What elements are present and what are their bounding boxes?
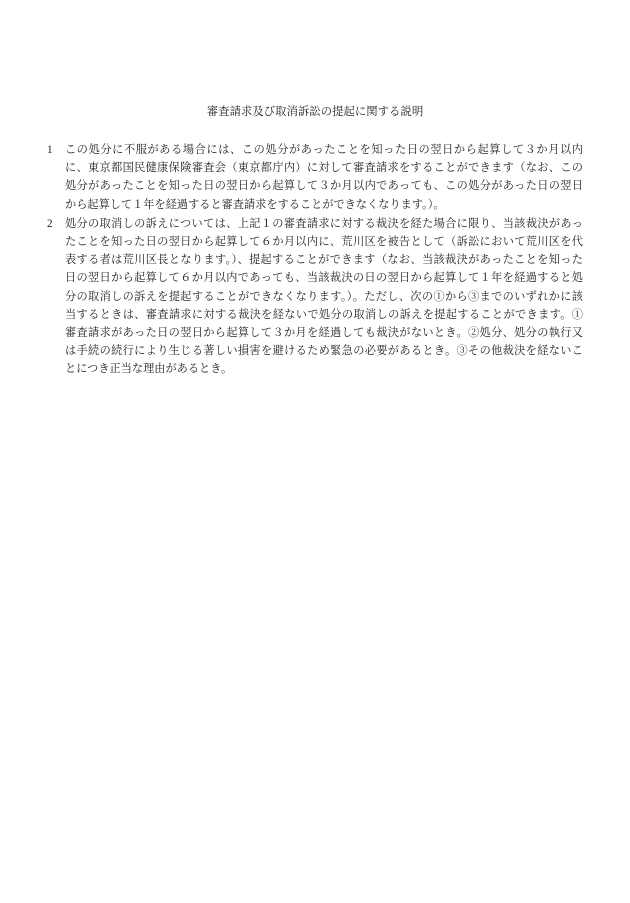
paragraph-line: に、東京都国民健康保険審査会（東京都庁内）に対して審査請求をすることができます（なお、この: [65, 162, 583, 175]
paragraph-line: 日の翌日から起算して６か月以内であっても、当該裁決の日の翌日から起算して１年を経過すると処: [65, 272, 583, 285]
paragraph-line: 当するときは、審査請求に対する裁決を経ないで処分の取消しの訴えを提起することができます。①: [65, 308, 583, 321]
item-number: 2: [47, 217, 53, 230]
paragraph-line: 表する者は荒川区長となります。）、提起することができます（なお、当該裁決があったことを知った: [65, 254, 583, 267]
list-item-1: [45, 141, 583, 214]
paragraph-line: 審査請求があった日の翌日から起算して３か月を経過しても裁決がないとき。②処分、処分の執行又: [65, 326, 583, 339]
explanation-list: [45, 141, 585, 378]
paragraph-line: この処分に不服がある場合には、この処分があったことを知った日の翌日から起算して３か月以内: [65, 144, 583, 156]
item-number: 1: [47, 144, 53, 156]
paragraph-line: 分の取消しの訴えを提起することができなくなります。）。ただし、次の①から③までのいずれかに該: [65, 290, 583, 303]
document-title: 審査請求及び取消訴訟の提起に関する説明: [206, 106, 424, 118]
paragraph-line: は手続の続行により生じる著しい損害を避けるため緊急の必要があるとき。③その他裁決を経ないこ: [65, 345, 583, 358]
list-item-2: [45, 215, 583, 379]
paragraph-line: とにつき正当な理由があるとき。: [65, 363, 233, 376]
paragraph-line: から起算して１年を経過すると審査請求をすることができなくなります。）。: [65, 198, 445, 211]
paragraph-line: 処分の取消しの訴えについては、上記１の審査請求に対する裁決を経た場合に限り、当該裁決があっ: [65, 217, 583, 230]
paragraph-line: たことを知った日の翌日から起算して６か月以内に、荒川区を被告として（訴訟において荒川区を代: [65, 235, 583, 248]
paragraph-line: 処分があったことを知った日の翌日から起算して３か月以内であっても、この処分があった日の翌日: [65, 180, 583, 193]
